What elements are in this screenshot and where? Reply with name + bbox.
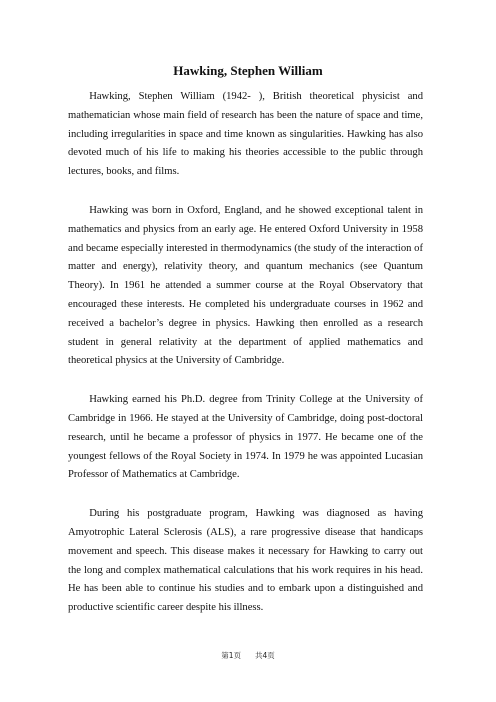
- paragraph-career: Hawking earned his Ph.D. degree from Trinity College at the University of Cambridge in 1966. He stayed at the University of Cambridge, doing post-doctoral research, until he became a professor of physics in 1977. He became one of the youngest fellows of the Royal Society in 1974. In 1979 he was appointed Lucasian Professor of Mathematics at Cambridge.: [68, 394, 423, 481]
- paragraph-illness: During his postgraduate program, Hawking was diagnosed as having Amyotrophic Lateral Sclerosis (ALS), a rare progressive disease that handicaps movement and speech. This disease makes it necessary for Hawking to carry out the long and complex mathematical calculations that his work requires in his head. He has been able to continue his studies and to embark upon a distinguished and productive scientific career despite his illness.: [68, 508, 423, 614]
- page-footer: [0, 651, 496, 661]
- paragraph-intro: Hawking, Stephen William (1942- ), British theoretical physicist and mathematician whose main field of research has been the nature of space and time, including irregularities in space and time known as singularities. Hawking has also devoted much of his life to making his theories accessible to the public through lectures, books, and films.: [68, 91, 423, 178]
- document-title: Hawking, Stephen William: [173, 63, 323, 78]
- page-number-total: 共4页: [255, 651, 275, 660]
- page-number-current: 第1页: [221, 651, 241, 660]
- document-body: [68, 88, 423, 638]
- paragraph-early-life: Hawking was born in Oxford, England, and he showed exceptional talent in mathematics and physics from an early age. He entered Oxford University in 1958 and became especially interested in thermodynamics (the study of the interaction of matter and energy), relativity theory, and quantum mechanics (see Quantum Theory). In 1961 he attended a summer course at the Royal Observatory that encouraged these interests. He completed his undergraduate courses in 1962 and received a bachelor’s degree in physics. Hawking then enrolled as a research student in general relativity at the department of applied mathematics and theoretical physics at the University of Cambridge.: [68, 204, 423, 367]
